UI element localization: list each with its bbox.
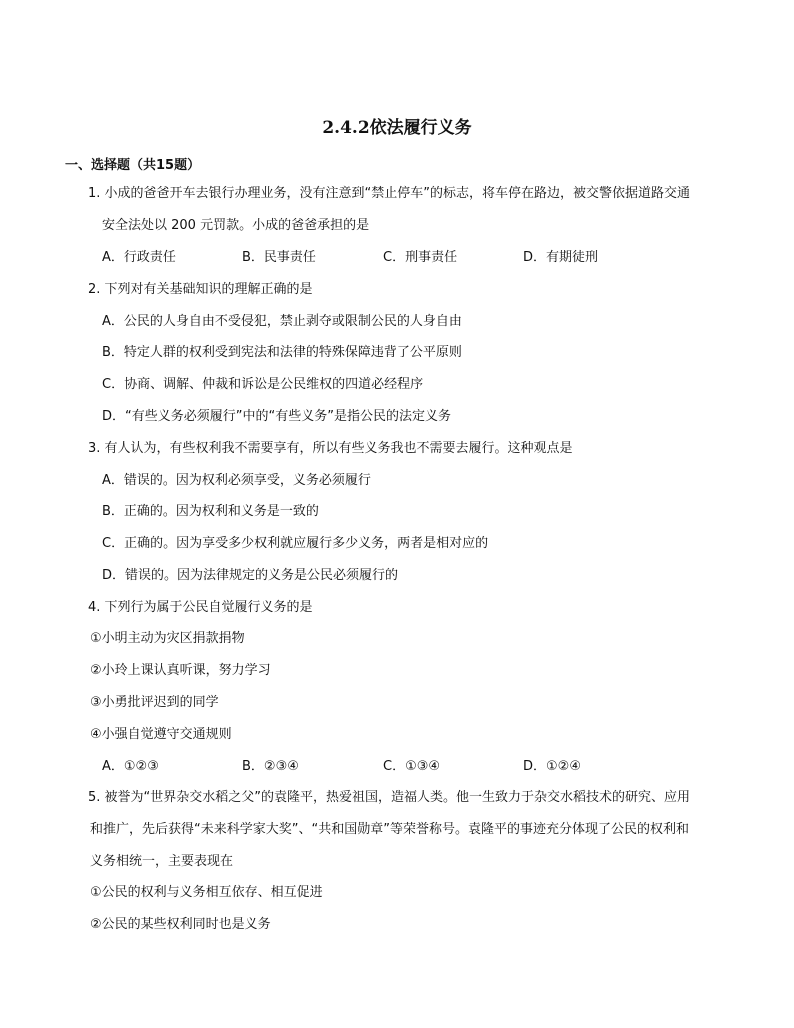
- q4-option-a[interactable]: A．①②③: [102, 759, 159, 774]
- q5-stem-line1: 5. 被誉为“世界杂交水稻之父”的袁隆平，热爱祖国，造福人类。他一生致力于杂交水稻技术的研究、应用: [88, 790, 691, 805]
- q4-item-4: ④小强自觉遵守交通规则: [90, 727, 232, 742]
- q2-option-b[interactable]: B．特定人群的权利受到宪法和法律的特殊保障违背了公平原则: [102, 345, 462, 360]
- q2-option-d[interactable]: D．“有些义务必须履行”中的“有些义务”是指公民的法定义务: [102, 409, 451, 424]
- q1-stem-line2: 安全法处以 200 元罚款。小成的爸爸承担的是: [102, 218, 370, 233]
- q5-item-2: ②公民的某些权利同时也是义务: [90, 917, 271, 932]
- q4-item-2: ②小玲上课认真听课，努力学习: [90, 663, 271, 678]
- q4-item-3: ③小勇批评迟到的同学: [90, 695, 219, 710]
- q1-stem-line1: 1. 小成的爸爸开车去银行办理业务，没有注意到“禁止停车”的标志，将车停在路边，被交警依据道路交通: [88, 186, 691, 201]
- q4-option-c[interactable]: C．①③④: [383, 759, 441, 774]
- q3-stem: 3. 有人认为，有些权利我不需要享有，所以有些义务我也不需要去履行。这种观点是: [88, 441, 573, 456]
- q5-stem-line2: 和推广，先后获得“未来科学家大奖”、“共和国勋章”等荣誉称号。袁隆平的事迹充分体现了公民的权利和: [90, 822, 689, 837]
- q1-option-a[interactable]: A．行政责任: [102, 250, 176, 265]
- q2-option-a[interactable]: A．公民的人身自由不受侵犯，禁止剥夺或限制公民的人身自由: [102, 314, 462, 329]
- q4-option-b[interactable]: B．②③④: [242, 759, 299, 774]
- q5-item-1: ①公民的权利与义务相互依存、相互促进: [90, 885, 323, 900]
- q3-option-a[interactable]: A．错误的。因为权利必须享受，义务必须履行: [102, 473, 371, 488]
- q2-option-c[interactable]: C．协商、调解、仲裁和诉讼是公民维权的四道必经程序: [102, 377, 424, 392]
- q5-stem-line3: 义务相统一，主要表现在: [90, 854, 234, 869]
- q3-option-d[interactable]: D．错误的。因为法律规定的义务是公民必须履行的: [102, 568, 399, 583]
- q1-option-c[interactable]: C．刑事责任: [383, 250, 458, 265]
- q3-option-c[interactable]: C．正确的。因为享受多少权利就应履行多少义务，两者是相对应的: [102, 536, 489, 551]
- section-heading: 一、选择题（共15题）: [65, 158, 201, 173]
- page-title: 2.4.2依法履行义务: [322, 118, 472, 138]
- q1-option-d[interactable]: D．有期徒刑: [523, 250, 599, 265]
- q2-stem: 2. 下列对有关基础知识的理解正确的是: [88, 282, 313, 297]
- q1-option-b[interactable]: B．民事责任: [242, 250, 316, 265]
- q4-option-d[interactable]: D．①②④: [523, 759, 581, 774]
- q4-stem: 4. 下列行为属于公民自觉履行义务的是: [88, 600, 313, 615]
- q3-option-b[interactable]: B．正确的。因为权利和义务是一致的: [102, 504, 319, 519]
- q4-item-1: ①小明主动为灾区捐款捐物: [90, 631, 245, 646]
